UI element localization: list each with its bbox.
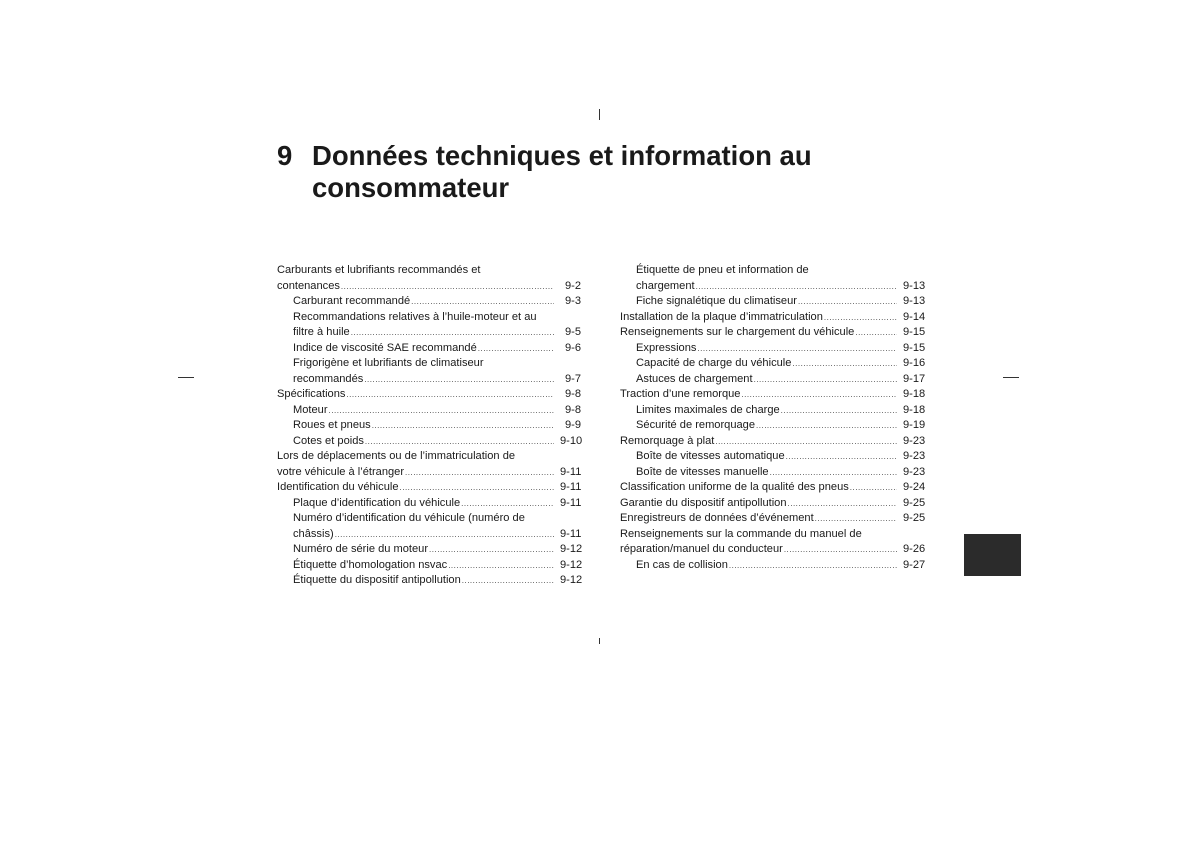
toc-entry-title: Numéro d’identification du véhicule (numéro de bbox=[293, 512, 525, 524]
toc-page-number: 9-3 bbox=[564, 295, 581, 307]
crop-mark-right bbox=[1003, 377, 1019, 378]
toc-entry-title: Capacité de charge du véhicule bbox=[636, 357, 792, 369]
toc-entry[interactable] bbox=[277, 341, 581, 357]
toc-entry[interactable] bbox=[620, 449, 924, 465]
dot-leader bbox=[364, 372, 554, 388]
toc-page-number: 9-27 bbox=[903, 558, 926, 571]
toc-page-number: 9-8 bbox=[564, 388, 581, 400]
toc-page-number: 9-11 bbox=[560, 481, 582, 493]
dot-leader bbox=[329, 403, 554, 419]
toc-entry[interactable] bbox=[277, 356, 581, 387]
chapter-thumb-tab bbox=[964, 534, 1021, 576]
toc-page-number: 9-14 bbox=[903, 310, 926, 323]
toc-entry[interactable] bbox=[277, 542, 581, 558]
toc-entry[interactable] bbox=[277, 263, 581, 294]
toc-entry-title: Spécifications bbox=[277, 388, 346, 400]
chapter-number: 9 bbox=[277, 140, 293, 171]
toc-page-number: 9-17 bbox=[903, 372, 926, 385]
dot-leader bbox=[411, 294, 554, 310]
dot-leader bbox=[756, 418, 897, 434]
toc-entry[interactable] bbox=[620, 418, 924, 434]
toc-page-number: 9-25 bbox=[903, 512, 926, 524]
toc-page-number: 9-23 bbox=[903, 450, 926, 462]
crop-mark-bottom bbox=[599, 638, 600, 644]
toc-entry-title: Plaque d’identification du véhicule bbox=[293, 496, 461, 509]
toc-page-number: 9-6 bbox=[564, 341, 581, 354]
toc-page-number: 9-15 bbox=[903, 341, 926, 354]
toc-entry-title: Moteur bbox=[293, 403, 328, 416]
toc-entry[interactable] bbox=[277, 387, 581, 403]
toc-entry-title: chargement bbox=[636, 279, 695, 292]
dot-leader bbox=[741, 387, 897, 403]
dot-leader bbox=[798, 294, 897, 310]
toc-entry-title: Étiquette d’homologation nsvac bbox=[293, 558, 448, 571]
dot-leader bbox=[788, 496, 897, 512]
toc-entry[interactable] bbox=[277, 511, 581, 542]
dot-leader bbox=[365, 434, 554, 450]
dot-leader bbox=[715, 434, 897, 450]
toc-page-number: 9-12 bbox=[560, 543, 583, 555]
dot-leader bbox=[462, 573, 554, 589]
toc-entry[interactable] bbox=[620, 387, 924, 403]
dot-leader bbox=[815, 511, 897, 527]
toc-page-number: 9-10 bbox=[560, 434, 583, 447]
toc-page-number: 9-2 bbox=[564, 279, 581, 292]
toc-page-number: 9-5 bbox=[564, 326, 581, 338]
toc-page-number: 9-11 bbox=[560, 465, 582, 478]
dot-leader bbox=[478, 341, 554, 357]
dot-leader bbox=[429, 542, 554, 558]
toc-entry[interactable] bbox=[620, 558, 924, 574]
toc-page-number: 9-23 bbox=[903, 465, 926, 478]
toc-entry-title: réparation/manuel du conducteur bbox=[620, 543, 783, 555]
dot-leader bbox=[696, 279, 897, 295]
toc-entry-title: filtre à huile bbox=[293, 326, 350, 338]
toc-entry[interactable] bbox=[277, 403, 581, 419]
toc-entry[interactable] bbox=[277, 558, 581, 574]
toc-entry[interactable] bbox=[620, 434, 924, 450]
toc-page-number: 9-25 bbox=[903, 496, 926, 509]
toc-entry-title: Identification du véhicule bbox=[277, 481, 399, 493]
toc-entry[interactable] bbox=[620, 372, 924, 388]
dot-leader bbox=[770, 465, 897, 481]
toc-entry[interactable] bbox=[277, 449, 581, 480]
toc-entry[interactable] bbox=[277, 573, 581, 589]
toc-entry-title: Roues et pneus bbox=[293, 419, 371, 431]
crop-mark-top bbox=[599, 109, 600, 120]
toc-page-number: 9-23 bbox=[903, 434, 926, 447]
dot-leader bbox=[781, 403, 897, 419]
dot-leader bbox=[400, 480, 555, 496]
toc-page-number: 9-18 bbox=[903, 388, 926, 400]
toc-entry-title: Classification uniforme de la qualité des pneus bbox=[620, 481, 849, 493]
toc-entry-title: Fiche signalétique du climatiseur bbox=[636, 295, 797, 307]
toc-page-number: 9-11 bbox=[560, 527, 582, 540]
toc-entry-title: Recommandations relatives à l’huile-moteur et au bbox=[293, 310, 537, 323]
toc-entry-title: En cas de collision bbox=[636, 558, 728, 571]
toc-entry-title: contenances bbox=[277, 279, 340, 292]
dot-leader bbox=[855, 325, 897, 341]
dot-leader bbox=[351, 325, 554, 341]
toc-entry[interactable] bbox=[620, 403, 924, 419]
toc-entry-title: Carburants et lubrifiants recommandés et bbox=[277, 264, 481, 276]
toc-page-number: 9-18 bbox=[903, 403, 926, 416]
dot-leader bbox=[784, 542, 897, 558]
toc-entry-title: châssis) bbox=[293, 527, 334, 540]
toc-entry[interactable] bbox=[277, 294, 581, 310]
toc-page-number: 9-15 bbox=[903, 326, 926, 338]
toc-entry-title: Indice de viscosité SAE recommandé bbox=[293, 341, 477, 354]
dot-leader bbox=[346, 387, 554, 403]
toc-entry-title: Étiquette de pneu et information de bbox=[636, 264, 809, 276]
toc-entry-title: Renseignements sur le chargement du véhicule bbox=[620, 326, 855, 338]
toc-page-number: 9-11 bbox=[560, 496, 582, 509]
dot-leader bbox=[786, 449, 897, 465]
dot-leader bbox=[405, 465, 554, 481]
dot-leader bbox=[372, 418, 554, 434]
toc-page-number: 9-24 bbox=[903, 481, 926, 493]
toc-page-number: 9-12 bbox=[560, 558, 583, 571]
chapter-title: Données techniques et information au consommateur bbox=[312, 140, 812, 203]
dot-leader bbox=[448, 558, 554, 574]
toc-entry-title: Astuces de chargement bbox=[636, 372, 753, 385]
toc-entry[interactable] bbox=[277, 480, 581, 496]
toc-entry-title: Renseignements sur la commande du manuel de bbox=[620, 527, 862, 540]
toc-entry-title: Enregistreurs de données d’événement bbox=[620, 512, 814, 524]
toc-entry-title: Carburant recommandé bbox=[293, 295, 411, 307]
toc-page-number: 9-26 bbox=[903, 543, 926, 555]
toc-entry[interactable] bbox=[620, 341, 924, 357]
toc-page-number: 9-8 bbox=[564, 403, 581, 416]
toc-entry-title: Expressions bbox=[636, 341, 697, 354]
toc-entry[interactable] bbox=[620, 263, 924, 294]
crop-mark-left bbox=[178, 377, 194, 378]
dot-leader bbox=[792, 356, 897, 372]
dot-leader bbox=[850, 480, 897, 496]
toc-page-number: 9-7 bbox=[564, 372, 581, 385]
dot-leader bbox=[754, 372, 897, 388]
toc-page-number: 9-12 bbox=[560, 574, 583, 586]
toc-entry-title: Frigorigène et lubrifiants de climatiseur bbox=[293, 357, 484, 369]
toc-page-number: 9-19 bbox=[903, 419, 926, 431]
toc-entry[interactable] bbox=[620, 527, 924, 558]
toc-entry-title: Étiquette du dispositif antipollution bbox=[293, 574, 461, 586]
toc-entry[interactable] bbox=[620, 465, 924, 481]
toc-entry-title: Cotes et poids bbox=[293, 434, 364, 447]
dot-leader bbox=[341, 279, 554, 295]
toc-entry-title: votre véhicule à l’étranger bbox=[277, 465, 405, 478]
toc-entry[interactable] bbox=[620, 496, 924, 512]
dot-leader bbox=[729, 558, 897, 574]
toc-entry-title: Limites maximales de charge bbox=[636, 403, 780, 416]
toc-page-number: 9-16 bbox=[903, 357, 926, 369]
toc-entry[interactable] bbox=[620, 325, 924, 341]
dot-leader bbox=[824, 310, 897, 326]
dot-leader bbox=[335, 527, 554, 543]
toc-page-number: 9-13 bbox=[903, 279, 926, 292]
dot-leader bbox=[697, 341, 897, 357]
toc-entry[interactable] bbox=[620, 511, 924, 527]
chapter-heading bbox=[277, 140, 917, 204]
toc-entry-title: Numéro de série du moteur bbox=[293, 543, 429, 555]
toc-entry-title: Remorquage à plat bbox=[620, 434, 715, 447]
dot-leader bbox=[461, 496, 554, 512]
toc-entry[interactable] bbox=[620, 294, 924, 310]
toc-entry-title: Sécurité de remorquage bbox=[636, 419, 756, 431]
toc-entry-title: Lors de déplacements ou de l’immatriculation de bbox=[277, 450, 516, 462]
toc-page-number: 9-13 bbox=[903, 295, 926, 307]
toc-entry-title: Boîte de vitesses manuelle bbox=[636, 465, 769, 478]
toc-column-right bbox=[620, 263, 924, 573]
toc-column-left bbox=[277, 263, 581, 589]
toc-entry-title: Boîte de vitesses automatique bbox=[636, 450, 785, 462]
toc-entry[interactable] bbox=[620, 356, 924, 372]
toc-entry[interactable] bbox=[277, 310, 581, 341]
toc-entry[interactable] bbox=[277, 434, 581, 450]
toc-entry[interactable] bbox=[620, 310, 924, 326]
toc-entry[interactable] bbox=[277, 418, 581, 434]
toc-entry-title: Installation de la plaque d’immatriculation bbox=[620, 310, 823, 323]
toc-page-number: 9-9 bbox=[564, 419, 581, 431]
toc-entry-title: recommandés bbox=[293, 372, 364, 385]
toc-entry-title: Garantie du dispositif antipollution bbox=[620, 496, 787, 509]
toc-entry[interactable] bbox=[620, 480, 924, 496]
toc-entry-title: Traction d’une remorque bbox=[620, 388, 741, 400]
toc-entry[interactable] bbox=[277, 496, 581, 512]
